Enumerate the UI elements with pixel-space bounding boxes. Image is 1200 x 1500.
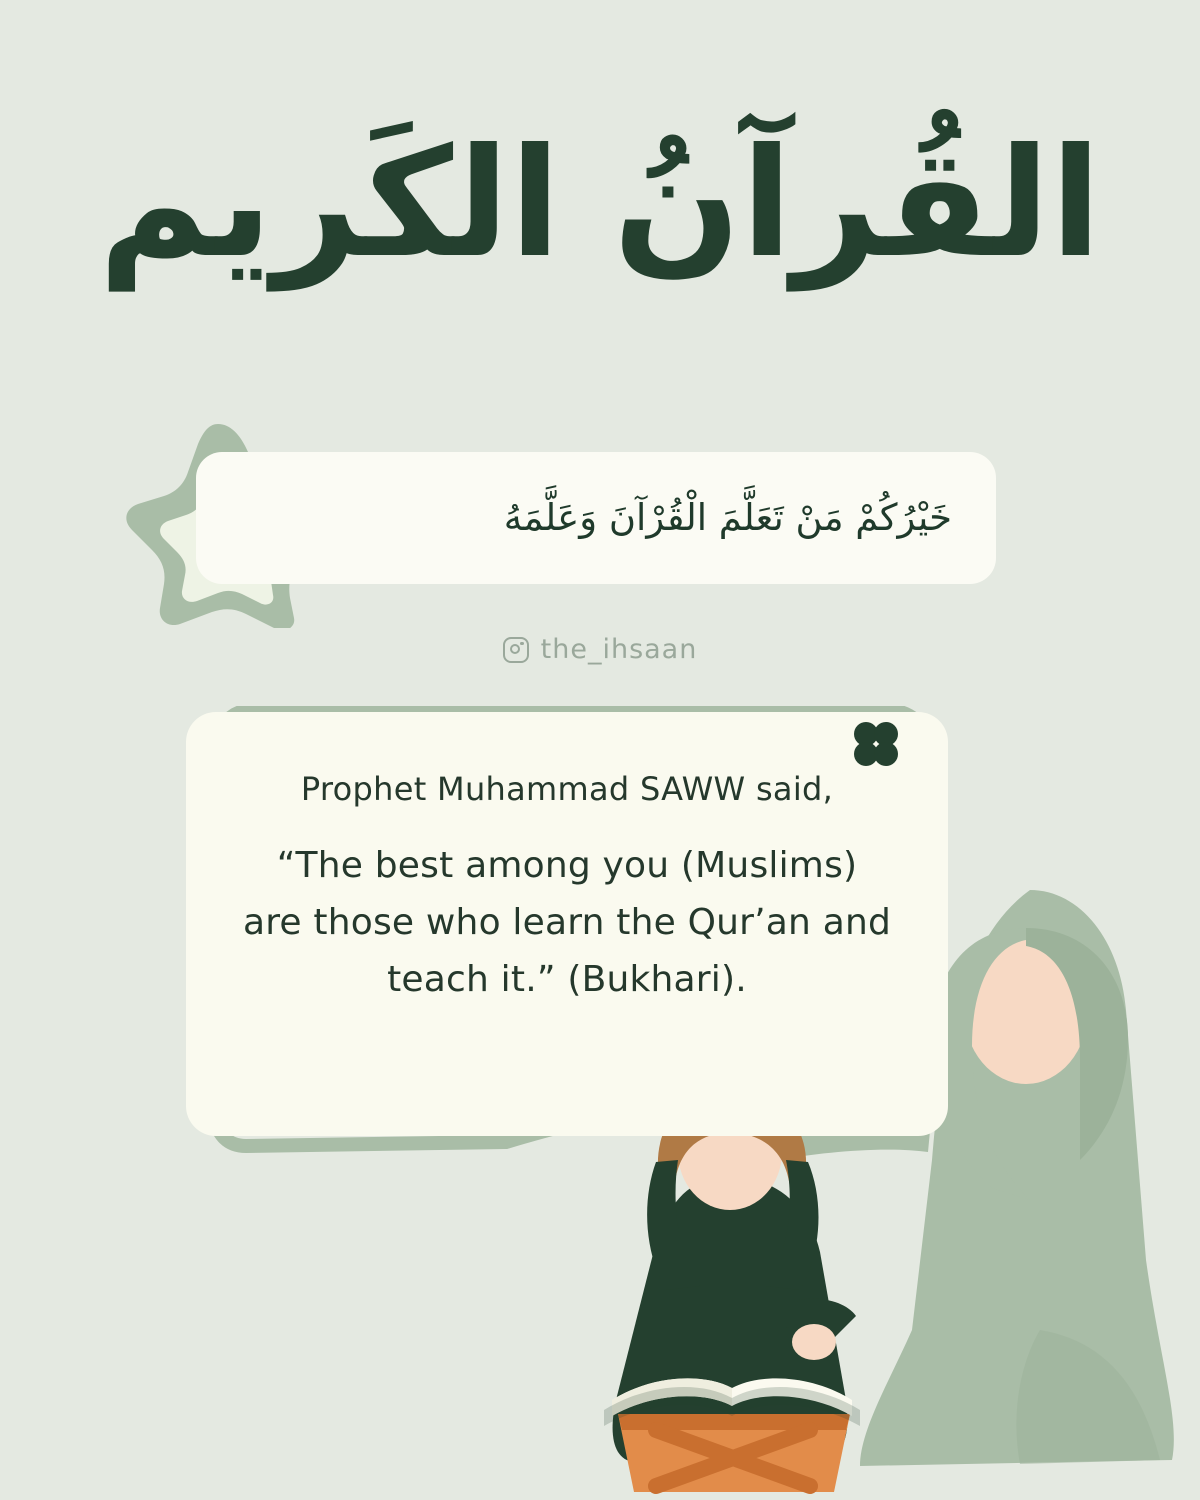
hadith-arabic-card [196,452,996,584]
clover-icon [848,716,904,772]
hadith-arabic-text: خَيْرُكُمْ مَنْ تَعَلَّمَ الْقُرْآنَ وَعَلَّمَهُ [503,496,952,540]
instagram-handle: the_ihsaan [540,634,698,665]
hadith-attribution: Prophet Muhammad SAWW said, [300,770,834,808]
instagram-icon [503,637,529,663]
hadith-translation-card [186,712,948,1136]
quran-calligraphy-title: القُرآنُ الكَريم [98,117,1102,291]
hadith-translation-text: “The best among you (Muslims) are those who learn the Qur’an and teach it.” (Bukhari). [242,845,892,1000]
